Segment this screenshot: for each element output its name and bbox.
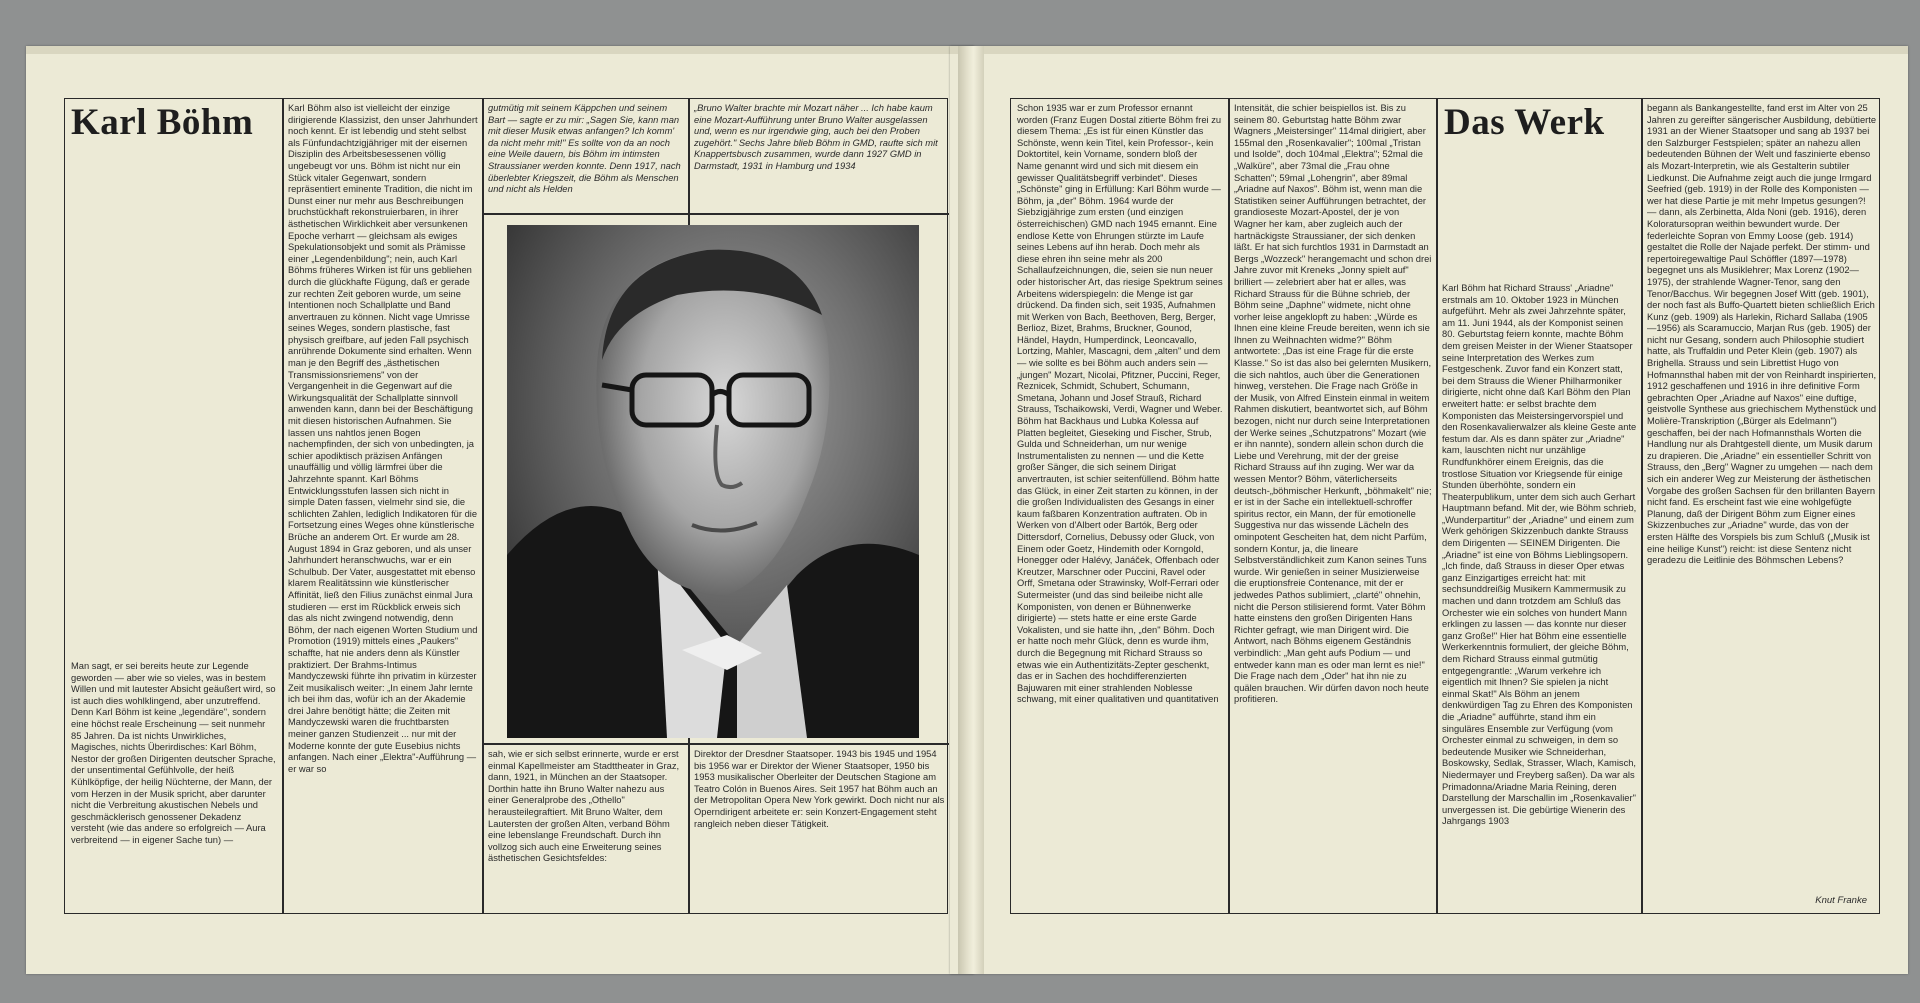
column-rule xyxy=(1228,99,1230,913)
text-column-4: begann als Bankangestellte, fand erst im Alter von 25 Jahren zu gereifter sängerischer Ausbildung, debütierte 1931 an der Wiener Staatsoper und sang ab 1937 bei den Salzburger Festspielen; später an nahezu allen bedeutenden Bühnen der Welt und faszinierte ebenso als Mozart-Interpretin, wie als Gestalterin subtiler Liedkunst. Die Aufnahme zeigt auch die junge Irmgard Seefried (geb. 1919) in der Rolle des Komponisten — wer hat diese Partie je mit mehr Impetus gesungen?! — dann, als Zerbinetta, Alda Noni (geb. 1916), deren Koloratursopran weithin bewundert wurde. Der federleichte Sopran von Emmy Loose (geb. 1914) gestaltet die Rolle der Najade perfekt. Der stimm- und repertoiregewaltige Paul Schöffler (1897—1978) begegnet uns als Musiklehrer; Max Lorenz (1902—1975), der strahlende Wagner-Tenor, sang den Tenor/Bacchus. Wir begegnen Josef Witt (geb. 1901), der noch fast als Buffo-Quartett bieten schließlich Erich Kunz (geb. 1909) als Harlekin, Richard Sallaba (1905—1956) als Scaramuccio, Marjan Rus (geb. 1905) der nicht nur Gesang, sondern auch Philosophie studiert hatte, als Truffaldin und Peter Klein (geb. 1907) als Brighella. Strauss und sein Librettist Hugo von Hofmannsthal haben mit der von Reinhardt inspirierten, 1912 geschaffenen und 1916 in ihre definitive Form gebrachten Oper „Ariadne auf Naxos" eine duftige, geistvolle Synthese aus griechischem Mythenstück und Molière-Transkription („Bürger als Edelmann") geschaffen, bei der nach Hofmannsthals Worten die Handlung nur als Drahtgestell diente, um Musik darum zu drapieren. Die „Ariadne" ein essentieller Schritt von Strauss, den „Berg" Wagner zu umgehen — nach dem sich ein anderer Weg zur Meisterung der ästhetischen Vorgabe des großen Sachsen für den brillanten Bayern nicht fand. Es erscheint fast wie eine wohlgefügte Planung, daß der Dirigent Böhm zum Eigner eines Skizzenbuches zur „Ariadne" wurde, das von der ersten Hälfte des Vorspiels bis zum Schluß („Musik ist eine heilige Kunst") reicht: ist diese Sentenz nicht geradezu die Leitlinie des Böhmschen Lebens? xyxy=(1647,103,1879,566)
photo-rule-bottom xyxy=(482,743,949,745)
column-rule xyxy=(1436,99,1438,913)
left-page-frame xyxy=(64,98,948,914)
portrait-photo xyxy=(507,225,919,738)
text-column-3: Karl Böhm hat Richard Strauss' „Ariadne" erstmals am 10. Oktober 1923 in München aufgeführt. Mehr als zwei Jahrzehnte später, am 11. Juni 1944, als der Komponist seinen 80. Geburtstag feiern konnte, machte Böhm dem greisen Meister in der Wiener Staatsoper seine Interpretation des Werkes zum Festgeschenk. Zuvor fand ein Konzert statt, bei dem Strauss die Wiener Philharmoniker dirigierte, nicht ohne daß Karl Böhm den Plan erweitert hatte: er selbst brachte dem Komponisten das Meistersingervorspiel und den Rosenkavalierwalzer als kleine Geste ante festum dar. Als es dann später zur „Ariadne" kam, lauschten nicht nur unzählige Rundfunkhörer einem Ereignis, das die trostlose Situation vor Kriegsende für einige Stunden überhöhte, sondern ein Theaterpublikum, unter dem sich auch Gerhart Hauptmann befand. Mit der, wie Böhm schrieb, „Wunderpartitur" der „Ariadne" und einem zum Werk gehörigen Skizzenbuch dankte Strauss dem Dirigenten — SEINEM Dirigenten. Die „Ariadne" ist eine von Böhms Lieblingsopern. „Ich finde, daß Strauss in dieser Oper etwas ganz Einzigartiges erreicht hat: mit sechsunddreißig Musikern Kammermusik zu machen und dann trotzdem am Schluß das Orchester wie ein solches von hundert Mann erklingen zu lassen — das konnte nur dieser ganz Große!" Hier hat Böhm eine essentielle Werkerkenntnis formuliert, der gleiche Böhm, dem Richard Strauss einmal gutmütig entgegengrantle: „Warum verkehre ich eigentlich mit Ihnen? Sie spielen ja nicht einmal Skat!" Als Böhm an jenem denkwürdigen Tag zu Ehren des Komponisten die „Ariadne" aufführte, stand ihm ein singuläres Ensemble zur Verfügung (vom Orchester einmal zu schweigen, in dem so bedeutende Musiker wie Schneiderhan, Boskowsky, Sedlak, Strasser, Wlach, Kamisch, Niedermayer und Freyberg saßen). Da war als Primadonna/Ariadne Maria Reining, deren Darstellung der Marschallin im „Rosenkavalier" unvergessen ist. Die gebürtige Wienerin des Jahrgangs 1903 xyxy=(1442,283,1639,827)
section-title: Das Werk xyxy=(1444,102,1605,143)
text-column-2: Karl Böhm also ist vielleicht der einzige dirigierende Klassizist, den unser Jahrhundert noch kennt. Er ist lebendig und steht selbst als Fünfundachtzigjähriger mit der eisernen Disziplin des Arbeitsbesessenen völlig ungebeugt vor uns. Böhm ist nicht nur ein Stück vitaler Gegenwart, sondern repräsentiert eminente Tradition, die nicht im Dunst einer nur mehr aus Beschreibungen bruchstückhaft rekonstruierbaren, in ihrer ästhetischen Wirklichkeit aber versunkenen Epoche verharrt — gleichsam als ewiges Spekulationsobjekt und somit als Prämisse einer „Legendenbildung"; nein, auch Karl Böhms früheres Wirken ist für uns gebliehen durch die glückhafte Fügung, daß er gerade zur rechten Zeit geboren wurde, um seine Intentionen noch Schallplatte und Band anvertrauen zu können. Nicht vage Umrisse seines Weges, sondern plastische, fast physisch greifbare, auf jeden Fall psychisch anrührende Dokumente sind erhalten. Wenn man je den Begriff des „ästhetischen Transmissionsriemens" von der Vergangenheit in die Gegenwart auf die Wirkungsqualität der Schallplatte sinnvoll anwenden kann, dann bei der Beschäftigung mit diesen historischen Aufnahmen. Sie lassen uns nahtlos jenen Bogen nachempfinden, der sich von unbedingten, ja schier apodiktisch präzisen Anfängen unauffällig und völlig lärmfrei über die Jahrzehnte spannt. Karl Böhms Entwicklungsstufen lassen sich nicht in simple Daten fassen, vielmehr sind sie, die schlichten Zahlen, lediglich Indikatoren für die Fortsetzung eines Weges ohne künstlerische Brüche an anderem Ort. Er wurde am 28. August 1894 in Graz geboren, und als unser Jahrhundert heranschwuchs, war er ein Schulbub. Der Vater, ausgestattet mit ebenso klarem Realitätssinn wie künstlerischer Affinität, ließ den Filius zunächst einmal Jura studieren — erst im Rückblick erweis sich das als nicht zwingend notwendig, denn Böhm, der nach eigenen Worten Studium und Promotion (1919) mittels eines „Paukers" schaffte, hat nie anders denn als Künstler praktiziert. Der Brahms-Intimus Mandyczewski führte ihn privatim in kürzester Zeit musikalisch weiter: „In einem Jahr lernte ich bei ihm das, wofür ich an der Akademie drei Jahre benötigt hätte; die Zeiten mit Mandyczewski waren die fruchtbarsten meiner ganzen Studienzeit ... nur mit der Moderne konnte der gute Eusebius nichts anfangen. Nach einer „Elektra"-Aufführung — er war so xyxy=(288,103,481,774)
photo-rule-top xyxy=(482,213,949,215)
column-rule xyxy=(482,99,484,913)
author-signature: Knut Franke xyxy=(1815,895,1867,906)
intro-column: Man sagt, er sei bereits heute zur Legende geworden — aber wie so vieles, was in bestem Willen und mit lautester Absicht geäußert wird, so ist auch dies wohlklingend, aber unzutreffend. Denn Karl Böhm ist keine „legendäre", sondern eine höchst reale Erscheinung — seit nunmehr 85 Jahren. Da ist nichts Unwirkliches, Magisches, nichts Überirdisches: Karl Böhm, Nestor der großen Dirigenten deutscher Sprache, der unsentimental Gefühlvolle, der heiß Kühlköpfige, der heilig Nüchterne, der Mann, der vom Herzen in der Musik spricht, aber darunter nicht die Verbreitung akustischen Nebels und geschmäcklerisch genossener Dekadenz versteht (wie das andere so erfolgreich — Aura verbreitend — in eigener Sache tun) — xyxy=(71,661,279,845)
column-rule xyxy=(282,99,284,913)
text-column-2: Intensität, die schier beispiellos ist. Bis zu seinem 80. Geburtstag hatte Böhm zwar Wagners „Meistersinger" 114mal dirigiert, aber 155mal den „Rosenkavalier"; 100mal „Tristan und Isolde", doch 104mal „Elektra"; 52mal die „Walküre", aber 73mal die „Frau ohne Schatten"; 59mal „Lohengrin", aber 89mal „Ariadne auf Naxos". Böhm ist, wenn man die Statistiken seiner Aufführungen betrachtet, der grandioseste Mozart-Apostel, der je von Wagner her kam, aber zugleich auch der hartnäckigste Straussianer, der sich denken läßt. Er hat sich furchtlos 1931 in Darmstadt an Bergs „Wozzeck" herangemacht und schon drei Jahre zuvor mit Kreneks „Jonny spielt auf" brilliert — zelebriert aber hat er alles, was Richard Strauss für die Bühne schrieb, der Böhm seine „Daphne" widmete, nicht ohne vorher leise angeklopft zu haben: „Würde es Ihnen eine kleine Freude bereiten, wenn ich sie Ihnen zu Weihnachten widme?" Böhm antwortete: „Das ist eine Frage für die erste Klasse." So ist das also bei gelernten Musikern, die sich nahtlos, auch über die Generationen hinweg, verstehen. Die Frage nach Größe in der Musik, von Alfred Einstein einmal in weitem Rahmen diskutiert, beantwortet sich, auf Böhm bezogen, nicht nur durch seine Interpretationen der Werke seines „Schutzpatrons" Mozart (wie er ihn nannte), sondern allein schon durch die Liebe und Verehrung, mit der der greise Richard Strauss auf ihn zuging. Wer war da wessen Mentor? Böhm, väterlicherseits deutsch-„böhmischer Herkunft, „böhmakelt" nie; er ist in der Sache ein intellektuell-schroffer spiritus rector, ein Mann, der für emotionelle Suggestiva nur das wissende Lächeln des ominpotent Gescheiten hat, dem nicht Parfüm, sondern Kontur, ja, die lineare Selbstverständlichkeit zum Kanon seines Tuns wurde. Wir genießen in seiner Musizierweise die eruptionsfreie Contenance, mit der er jedwedes Pathos sublimiert, „clarté" ohnehin, nicht die Person stilisierend formt. Vater Böhm hatte einstens den großen Dirigenten Hans Richter gefragt, wie man Dirigent wird. Die Antwort, nach Böhms eigenem Geständnis verbindlich: „Man geht aufs Podium — und entweder kann man es oder man lernt es nie!" Die Frage nach dem „Oder" hat ihn nie zu quälen brauchen. Wir dürfen davon noch heute profitieren. xyxy=(1234,103,1435,705)
text-column-4-top: „Bruno Walter brachte mir Mozart näher ... Ich habe kaum eine Mozart-Aufführung unter Bruno Walter ausgelassen und, wenn es nur irgendwie ging, auch bei den Proben zugehört." Sechs Jahre blieb Böhm in GMD, raufte sich mit Knappertsbusch zusammen, wurde dann 1927 GMD in Darmstadt, 1931 in Hamburg und 1934 xyxy=(694,103,941,171)
text-column-3-top: gutmütig mit seinem Käppchen und seinem Bart — sagte er zu mir: „Sagen Sie, kann man mit dieser Musik etwas anfangen? Ich komm' da nicht mehr mit!" Es sollte von da an noch eine Weile dauern, bis Böhm im intimsten Straussianer werden konnte. Denn 1917, nach überlebter Kriegszeit, die Böhm als Menschen und nicht als Helden xyxy=(488,103,684,195)
page-title: Karl Böhm xyxy=(71,102,254,143)
right-page-frame xyxy=(1010,98,1880,914)
text-column-1: Schon 1935 war er zum Professor ernannt worden (Franz Eugen Dostal zitierte Böhm frei zu diesem Thema: „Es ist für einen Künstler das Schönste, wenn kein Titel, kein Professor-, kein Doktortitel, kein Vorname, sondern bloß der Name genannt wird und sich mit diesem ein gewisser Qualitätsbegriff verbindet". Dieses „Schönste" ging in Erfüllung: Karl Böhm wurde — Böhm, ja „der" Böhm. 1964 wurde der Siebzigjährige zum ersten (und einzigen österreichischen) GMD nach 1945 ernannt. Eine endlose Kette von Ehrungen stürzte im Laufe seines Lebens auf ihn herab. Doch mehr als diese ehren ihn seine mehr als 200 Schallaufzeichnungen, die, seien sie nun neuer oder historischer Art, das riesige Spektrum seines Arbeitens widerspiegeln: die Menge ist gar drückend. Da finden sich, seit 1935, Aufnahmen mit Werken von Bach, Beethoven, Berg, Berger, Berlioz, Bizet, Brahms, Bruckner, Gounod, Händel, Haydn, Humperdinck, Leoncavallo, Lortzing, Mahler, Mascagni, dem „alten" und dem — wie sollte es bei Böhm auch anders sein — „jungen" Mozart, Nicolai, Pfitzner, Puccini, Reger, Reznicek, Schmidt, Schubert, Schumann, Smetana, Johann und Josef Strauß, Richard Strauss, Tschaikowski, Verdi, Wagner und Weber. Böhm hat Backhaus und Lubka Kolessa auf Platten begleitet, Gieseking und Fischer, Strub, Gulda und Schneiderhan, um nur wenige Instrumentalisten zu nennen — und die Kette großer Sänger, die sich seinem Dirigat anvertrauten, ist schier seitenfüllend. Böhm hatte das Glück, in einer Zeit starten zu können, in der die großen Individualisten des Gesangs in einer kaum faßbaren Konzentration auftraten. Ob in Werken von d'Albert oder Bartók, Berg oder Dittersdorf, Cornelius, Debussy oder Gluck, von Einem oder Goetz, Hindemith oder Korngold, Honegger oder Halévy, Janáček, Offenbach oder Kreutzer, Marschner oder Puccini, Ravel oder Orff, Smetana oder Strawinsky, Wolf-Ferrari oder Sutermeister (und das sind beileibe nicht alle Komponisten, von denen er Bühnenwerke dirigierte) — stets hatte er eine erste Garde Vokalisten, und sie hatte ihn, „den" Böhm. Doch er hatte noch mehr Glück, denn es wurde ihm, durch die Begegnung mit Richard Strauss so etwas wie ein Authentizitäts-Zepter geschenkt, das er in Sachen des hochdifferenzierten Bajuwaren mit einer strahlenden Noblesse schwang, mit einer qualitativen und quantitativen xyxy=(1017,103,1226,705)
column-rule xyxy=(1641,99,1643,913)
text-column-3-bottom: sah, wie er sich selbst erinnerte, wurde er erst einmal Kapellmeister am Stadttheater in Graz, dann, 1921, in München an der Staatsoper. Dorthin hatte ihn Bruno Walter nahezu aus einer Generalprobe des „Othello" herausteilegraftiert. Mit Bruno Walter, dem Lautersten der großen Alten, verband Böhm eine lebenslange Freundschaft. Durch ihn vollzog sich auch eine Erweiterung seines ästhetischen Gesichtsfeldes: xyxy=(488,749,682,864)
portrait-illustration xyxy=(507,225,919,738)
text-column-4-bottom: Direktor der Dresdner Staatsoper. 1943 bis 1945 und 1954 bis 1956 war er Direktor der Wiener Staatsoper, 1950 bis 1953 musikalischer Oberleiter der Deutschen Stagione am Teatro Colón in Buenos Aires. Seit 1957 hat Böhm auch an der Metropolitan Opera New York gewirkt. Doch nicht nur als Operndirigent arbeitete er: sein Konzert-Engagement steht rangleich neben dieser Tätigkeit. xyxy=(694,749,947,829)
page-fold xyxy=(958,46,984,974)
